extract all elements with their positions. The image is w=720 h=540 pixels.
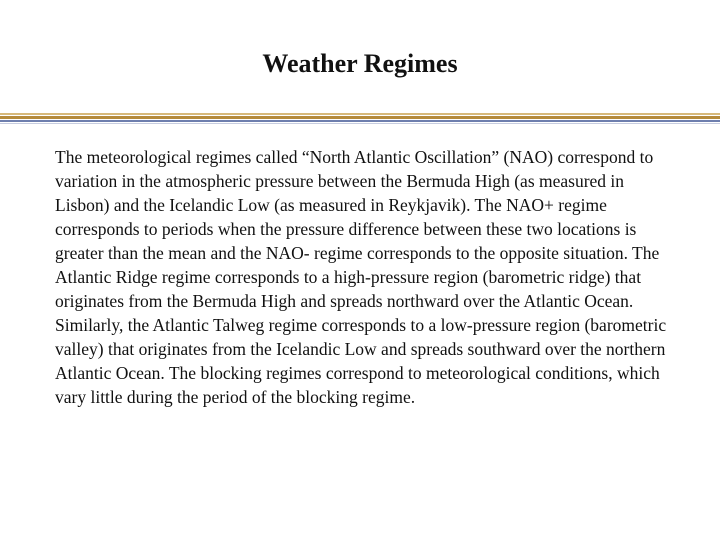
title-divider (0, 113, 720, 125)
divider-line-blue (0, 120, 720, 122)
body-paragraph: The meteorological regimes called “North Atlantic Oscillation” (NAO) correspond to variation in the atmospheric pressure between the Bermuda High (as measured in Lisbon) and the Icelandic Low (as measured in Reykjavik). The NAO+ regime corresponds to periods when the pressure difference between these two locations is greater than the mean and the NAO- regime corresponds to the opposite situation. The Atlantic Ridge regime corresponds to a high-pressure region (barometric ridge) that originates from the Bermuda High and spreads northward over the Atlantic Ocean. Similarly, the Atlantic Talweg regime corresponds to a low-pressure region (barometric valley) that originates from the Icelandic Low and spreads southward over the northern Atlantic Ocean. The blocking regimes correspond to meteorological conditions, which vary little during the period of the blocking regime. (55, 147, 667, 407)
divider-line-gold (0, 116, 720, 119)
divider-line-gold-light (0, 113, 720, 115)
slide-title: Weather Regimes (262, 49, 458, 78)
divider-line-blue-light (0, 123, 720, 124)
